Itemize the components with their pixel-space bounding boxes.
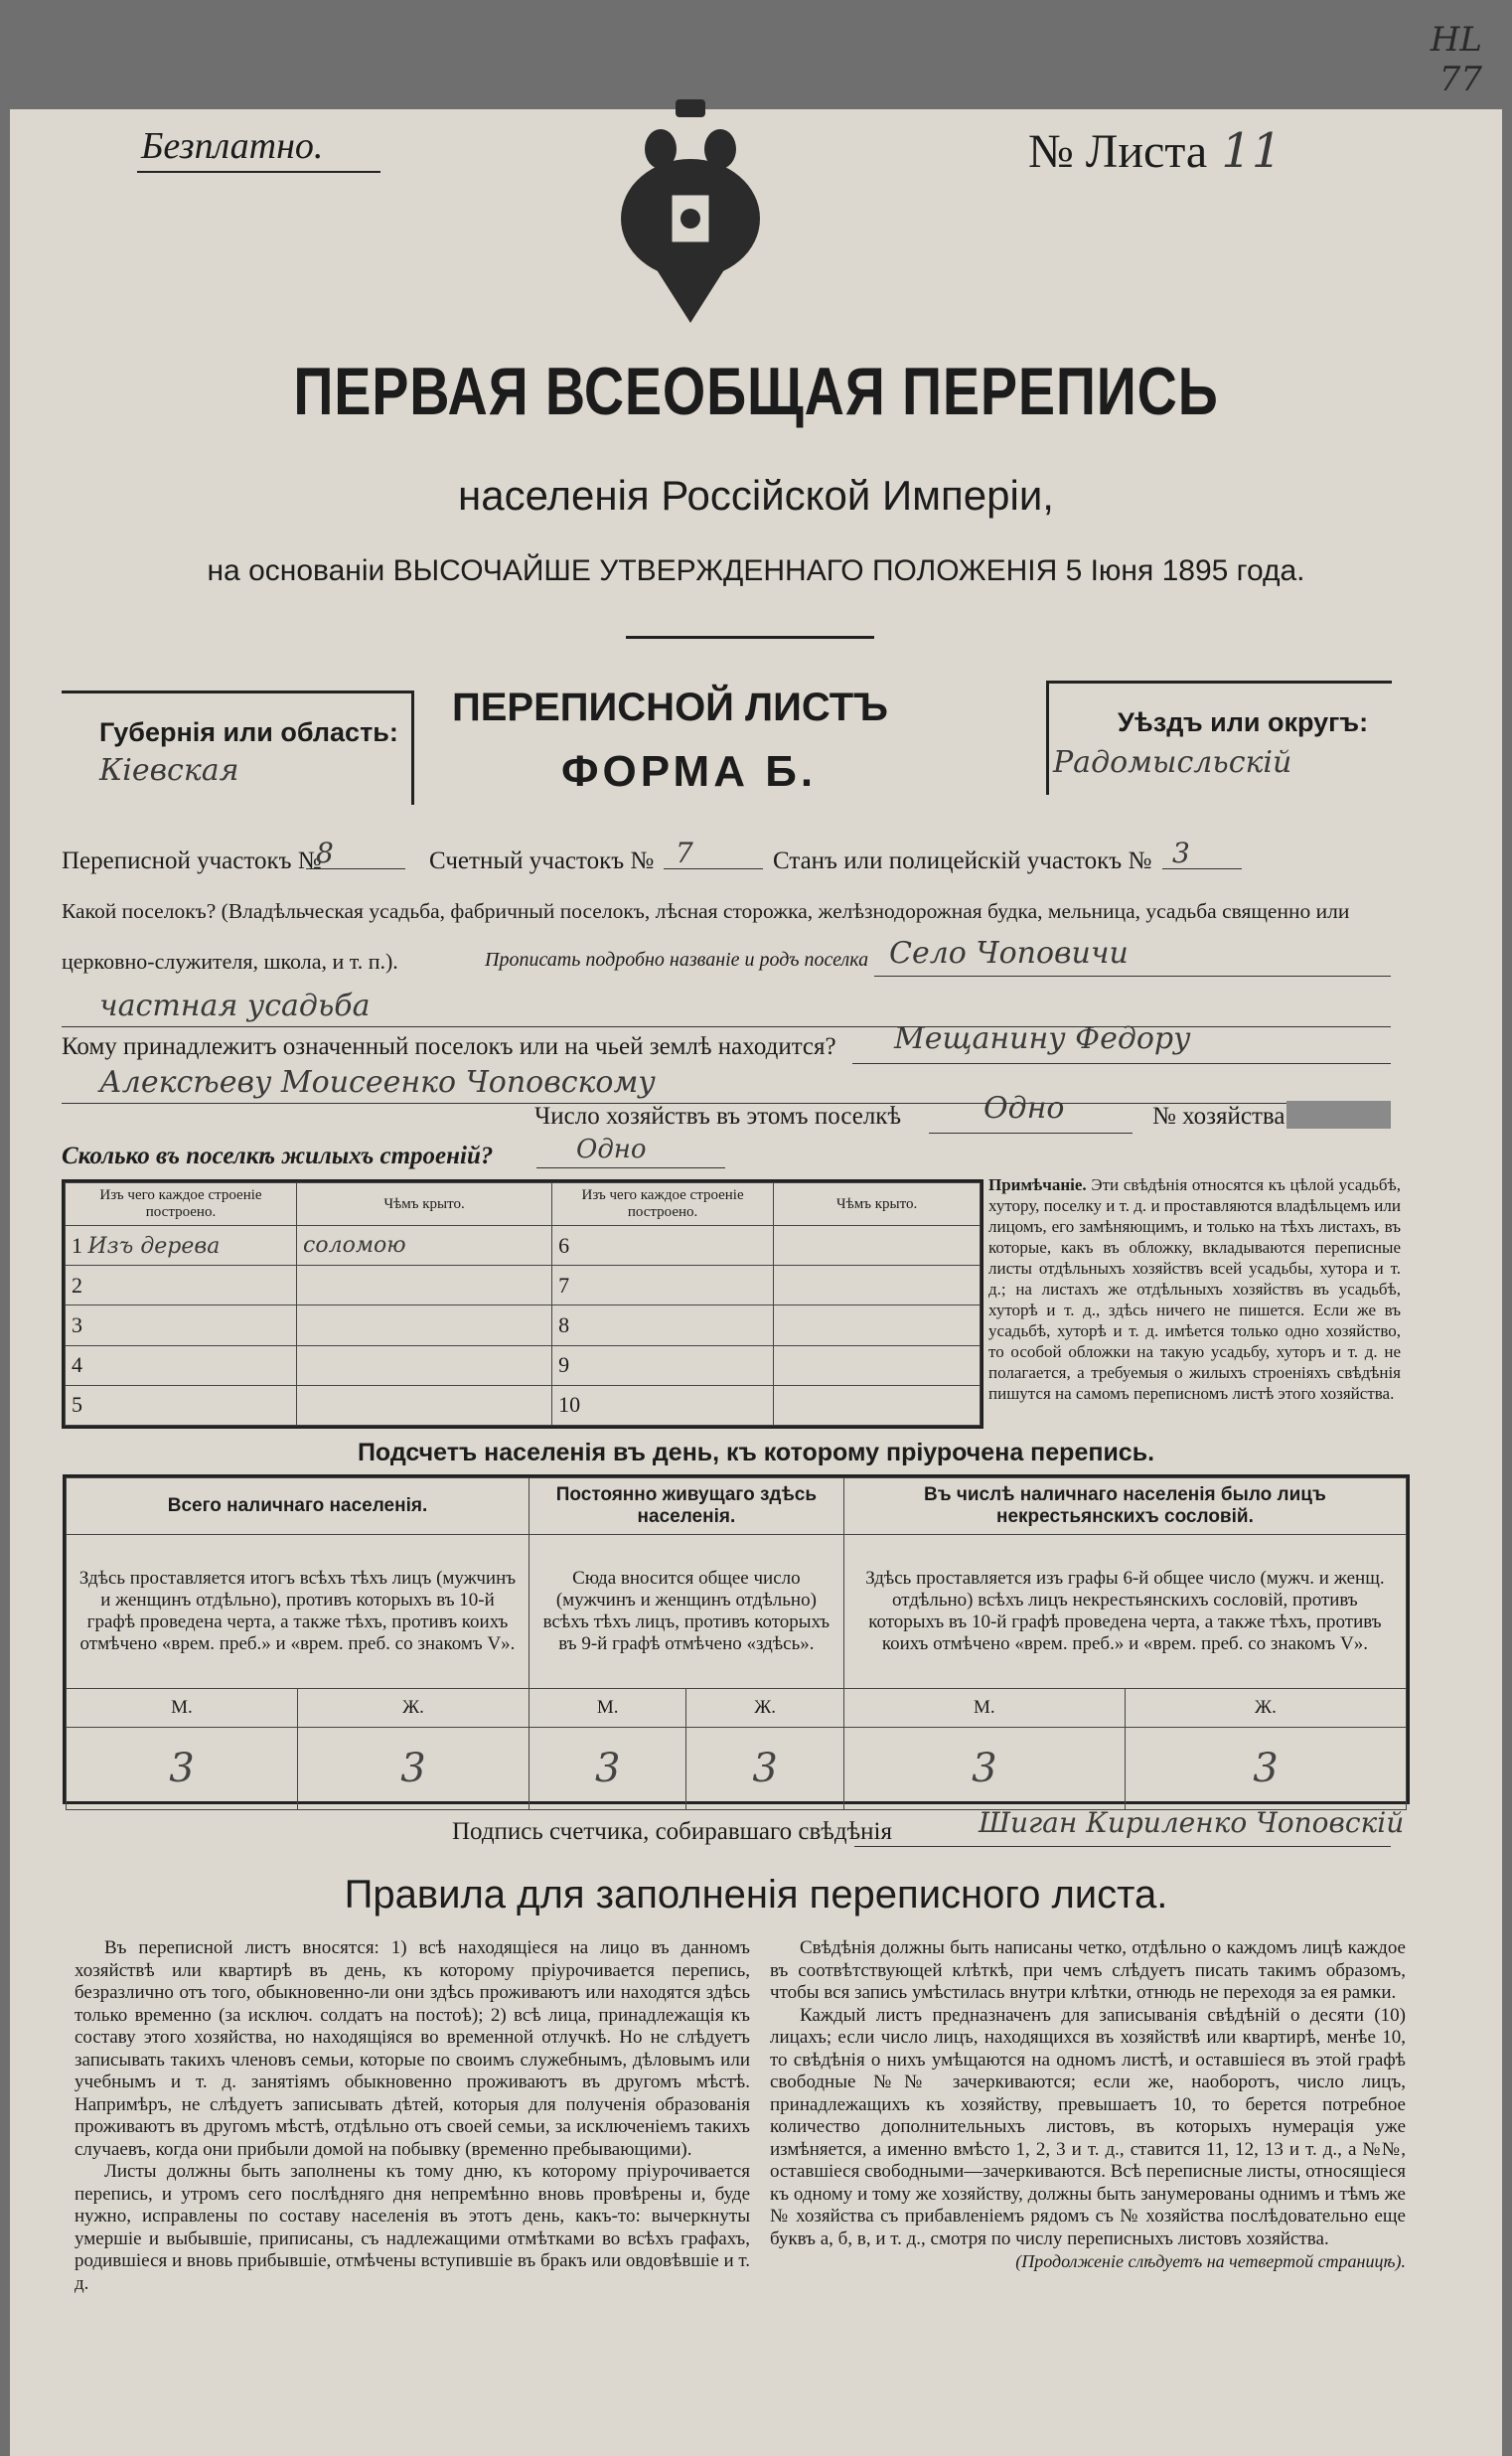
note-label: Примѣчаніе.: [988, 1175, 1087, 1194]
census-basis: на основаніи ВЫСОЧАЙШЕ УТВЕРЖДЕННАГО ПОЛОЖЕНІЯ 5 Іюня 1895 года.: [207, 554, 1305, 587]
schetny-underline: [664, 868, 763, 869]
row-number: 3: [66, 1305, 297, 1345]
population-desc-nonpeasant: Здѣсь проставляется изъ графы 6-й общее число (мужч. и женщ. отдѣльно) всѣхъ лицъ некрестьянскихъ сословій, противъ которыхъ въ 10-й графѣ проведена черта, а также тѣхъ, противъ коихъ отмѣчено «врем. преб.» и «врем. преб. со знакомъ V».: [843, 1535, 1406, 1689]
row-number: 2: [66, 1266, 297, 1305]
poselok-value-1: Село Чоповичи: [889, 936, 1129, 971]
form-label: ФОРМА Б.: [561, 747, 818, 796]
header-built-left: Изъ чего каждое строеніе построено.: [66, 1183, 297, 1226]
female-label: Ж.: [1125, 1689, 1406, 1728]
rules-left-column: [75, 1937, 750, 2295]
perepis-uchastok-underline: [306, 868, 405, 869]
rules-paragraph: Свѣдѣнія должны быть написаны четко, отдѣльно о каждомъ лицѣ каждое въ соотвѣтствующей клѣткѣ, при чемъ слѣдуетъ писать такимъ образомъ, чтобы вся запись умѣстилась внутри клѣтки, отнюдь не переходя за ея рамки.: [770, 1937, 1406, 2003]
row-number: 1: [72, 1232, 82, 1258]
roof-value: [774, 1226, 981, 1266]
roof-value: [297, 1266, 552, 1305]
note: [988, 1174, 1401, 1404]
header-roof-right: Чѣмъ крыто.: [774, 1183, 981, 1226]
free-label: Безплатно.: [141, 125, 324, 167]
table-cell: [66, 1226, 297, 1266]
row-number: 4: [66, 1345, 297, 1385]
population-desc-total: Здѣсь проставляется итогъ всѣхъ тѣхъ лицъ (мужчинъ и женщинъ отдѣльно), противъ которыхъ въ 10-й графѣ проведена черта, а также тѣхъ, противъ коихъ отмѣчено «врем. преб.» и «врем. преб. со знакомъ V».: [67, 1535, 529, 1689]
uezd-label: Уѣздъ или округъ:: [1118, 707, 1369, 737]
roof-value: [774, 1385, 981, 1425]
row-number: 9: [552, 1345, 774, 1385]
total-female-value: 3: [297, 1728, 529, 1810]
population-head-permanent: Постоянно живущаго здѣсь населенія.: [529, 1478, 843, 1535]
poselok-question: Какой поселокъ? (Владѣльческая усадьба, фабричный поселокъ, лѣсная сторожка, желѣзнодорожная будка, мельница, усадьба священно или: [62, 899, 1350, 923]
corner-annotation-line2: 77: [1438, 60, 1482, 99]
schetny-value: 7: [676, 837, 693, 869]
roof-value: [297, 1345, 552, 1385]
roof-value: [774, 1266, 981, 1305]
household-no-label: № хозяйства: [1152, 1103, 1285, 1130]
buildings-value: Одно: [576, 1135, 647, 1164]
households-underline: [929, 1133, 1133, 1134]
census-subtitle: населенія Россійской Имперіи,: [458, 472, 1054, 519]
poselok-underline-2: [62, 1026, 1391, 1027]
female-label: Ж.: [686, 1689, 843, 1728]
continuation-note: (Продолженіе слѣдуетъ на четвертой страницѣ).: [1015, 2251, 1406, 2271]
corner-annotation: [1431, 20, 1482, 99]
population-head-total: Всего наличнаго населенія.: [67, 1478, 529, 1535]
roof-value: соломою: [297, 1226, 552, 1266]
rules-paragraph: Листы должны быть заполнены къ тому дню, къ которому пріурочивается перепись, и утромъ сего послѣдняго дня непремѣнно вновь провѣрены и, буде нужно, исправлены по составу населенія въ этотъ день, какъ-то: вычеркнуты умершіе и выбывшіе, приписаны, съ надлежащими отмѣтками во всѣхъ графахъ, родившіеся и вновь прибывшіе, отмѣчены вступившіе въ бракъ или овдовѣвшіе и т. д.: [75, 2161, 750, 2294]
population-table: [63, 1474, 1410, 1804]
male-label: М.: [843, 1689, 1125, 1728]
perepis-uchastok-label: Переписной участокъ №: [62, 847, 322, 874]
signature-label: Подпись счетчика, собиравшаго свѣдѣнія: [452, 1818, 892, 1845]
poselok-question-cont: церковно-служителя, школа, и т. п.).: [62, 949, 398, 974]
row-number: 10: [552, 1385, 774, 1425]
roof-value: [774, 1345, 981, 1385]
table-row: [66, 1345, 981, 1385]
poselok-value-2: частная усадьба: [99, 989, 371, 1023]
roof-value: [774, 1305, 981, 1345]
table-row: [66, 1226, 981, 1266]
table-row: [66, 1305, 981, 1345]
population-head-nonpeasant: Въ числѣ наличнаго населенія было лицъ некрестьянскихъ сословій.: [843, 1478, 1406, 1535]
uezd-value: Радомысльскій: [1053, 745, 1292, 780]
table-row: [66, 1385, 981, 1425]
poselok-hint: Прописать подробно названіе и родъ поселка: [485, 949, 869, 971]
nonpeasant-male-value: 3: [843, 1728, 1125, 1810]
owner-underline-1: [852, 1063, 1391, 1064]
rules-title: Правила для заполненія переписного листа.: [344, 1873, 1168, 1917]
population-title: Подсчетъ населенія въ день, къ которому пріурочена перепись.: [357, 1439, 1155, 1466]
gubernia-label: Губернія или область:: [99, 717, 398, 747]
owner-value-1: Мещанину Федору: [894, 1021, 1191, 1056]
households-value: Одно: [983, 1091, 1065, 1126]
poselok-underline-1: [874, 976, 1391, 977]
note-text: Эти свѣдѣнія относятся къ цѣлой усадьбѣ, хутору, поселку и т. д. и проставляются владѣльцемъ или лицомъ, его замѣняющимъ, и только на тѣхъ листахъ, въ которые, какъ въ обложку, вкладываются переписные листы отдѣльныхъ хозяйствъ всей усадьбы, хутора и т. д.; на листахъ же отдѣльныхъ хозяйствъ въ усадьбѣ, хуторѣ и т. д., здѣсь ничего не пишется. Если же въ усадьбѣ, хуторѣ и т. д. имѣется только одно хозяйство, то особой обложки на такую усадьбу, хуторъ и т. д. не полагается, а требуемыя о жилыхъ строеніяхъ свѣдѣнія пишутся на самомъ переписномъ листѣ этого хозяйства.: [988, 1175, 1401, 1403]
signature-value: Шиган Кириленко Чоповскій: [979, 1806, 1405, 1839]
double-headed-eagle-emblem: [616, 99, 765, 328]
buildings-question: Сколько въ поселкѣ жилыхъ строеній?: [62, 1143, 494, 1169]
signature-underline: [854, 1846, 1391, 1847]
roof-value: [297, 1305, 552, 1345]
buildings-underline: [536, 1167, 725, 1168]
female-label: Ж.: [297, 1689, 529, 1728]
nonpeasant-female-value: 3: [1125, 1728, 1406, 1810]
census-title: ПЕРВАЯ ВСЕОБЩАЯ ПЕРЕПИСЬ: [293, 354, 1219, 429]
gubernia-value: Кіевская: [99, 753, 239, 788]
rules-right-column: [770, 1937, 1406, 2273]
stan-underline: [1162, 868, 1242, 869]
buildings-table: [62, 1179, 983, 1429]
sheet-number-value: 11: [1221, 123, 1283, 179]
row-number: 6: [552, 1226, 774, 1266]
row-number: 8: [552, 1305, 774, 1345]
header-roof-left: Чѣмъ крыто.: [297, 1183, 552, 1226]
corner-annotation-line1: HL: [1430, 20, 1482, 60]
stan-label: Станъ или полицейскій участокъ №: [773, 847, 1152, 874]
row-number: 7: [552, 1266, 774, 1305]
household-no-redacted: [1286, 1101, 1391, 1129]
title-divider: [626, 636, 874, 639]
owner-value-2: Алексѣеву Моисеенко Чоповскому: [99, 1065, 656, 1100]
form-name: ПЕРЕПИСНОЙ ЛИСТЪ: [452, 686, 888, 729]
free-label-underline: [137, 171, 380, 173]
stan-value: 3: [1172, 837, 1190, 869]
permanent-male-value: 3: [529, 1728, 685, 1810]
total-male-value: 3: [67, 1728, 298, 1810]
row-number: 5: [66, 1385, 297, 1425]
permanent-female-value: 3: [686, 1728, 843, 1810]
male-label: М.: [67, 1689, 298, 1728]
households-label: Число хозяйствъ въ этомъ поселкѣ: [534, 1103, 902, 1130]
sheet-number: [1028, 117, 1282, 181]
population-desc-permanent: Сюда вносится общее число (мужчинъ и женщинъ отдѣльно) всѣхъ тѣхъ лицъ, противъ которыхъ въ 9-й графѣ отмѣчено «здѣсь».: [529, 1535, 843, 1689]
rules-paragraph: Каждый листъ предназначенъ для записыванія свѣдѣній о десяти (10) лицахъ; если число лицъ, находящихся въ хозяйствѣ или квартирѣ, менѣе 10, то свѣдѣнія о нихъ умѣщаются на одномъ листѣ, и оставшіеся въ этой графѣ свободные №№ зачеркиваются; если же, наоборотъ, число лицъ, принадлежащихъ къ хозяйству, превышаетъ 10, то берется потребное количество дополнительныхъ листовъ, въ которыхъ нумерація уже измѣняется, а именно вмѣсто 1, 2, 3 и т. д., ставится 11, 12, 13 и т. д., а №№, оставшіеся свободными—зачеркиваются. Всѣ переписные листы, относящіеся къ одному и тому же хозяйству, должны быть занумерованы однимъ и тѣмъ же № хозяйства съ прибавленіемъ рядомъ съ № хозяйства послѣдовательно еще буквъ а, б, в, и т. д., смотря по числу переписныхъ листовъ хозяйства.: [770, 2004, 1406, 2249]
owner-question: Кому принадлежитъ означенный поселокъ или на чьей землѣ находится?: [62, 1033, 836, 1060]
header-built-right: Изъ чего каждое строеніе построено.: [552, 1183, 774, 1226]
rules-paragraph: Въ переписной листъ вносятся: 1) всѣ находящіеся на лицо въ данномъ хозяйствѣ или квартирѣ въ день, къ которому пріурочивается перепись, безразлично отъ того, обыкновенно-ли они здѣсь проживаютъ или находятся здѣсь только временно (за исключ. солдатъ на постоѣ); 2) всѣ лица, принадлежащія къ составу этого хозяйства, но находящіяся во временной отлучкѣ. Но не слѣдуетъ записывать такихъ членовъ семьи, которые по своимъ служебнымъ, дѣловымъ или учебнымъ и т. д. занятіямъ обыкновенно проживаютъ въ другомъ мѣстѣ. Напримѣръ, не слѣдуетъ записывать дѣтей, которыя для полученія образованія проживаютъ въ другомъ мѣстѣ, отдѣльно отъ своей семьи, за исключеніемъ такихъ случаевъ, когда они прибыли домой на побывку (временно пребывающими).: [75, 1937, 750, 2160]
male-label: М.: [529, 1689, 685, 1728]
perepis-uchastok-value: 8: [316, 837, 334, 869]
sheet-number-label: № Листа: [1028, 125, 1208, 178]
roof-value: [297, 1385, 552, 1425]
schetny-label: Счетный участокъ №: [429, 847, 655, 874]
table-row: [66, 1266, 981, 1305]
built-value: Изъ дерева: [87, 1233, 221, 1259]
